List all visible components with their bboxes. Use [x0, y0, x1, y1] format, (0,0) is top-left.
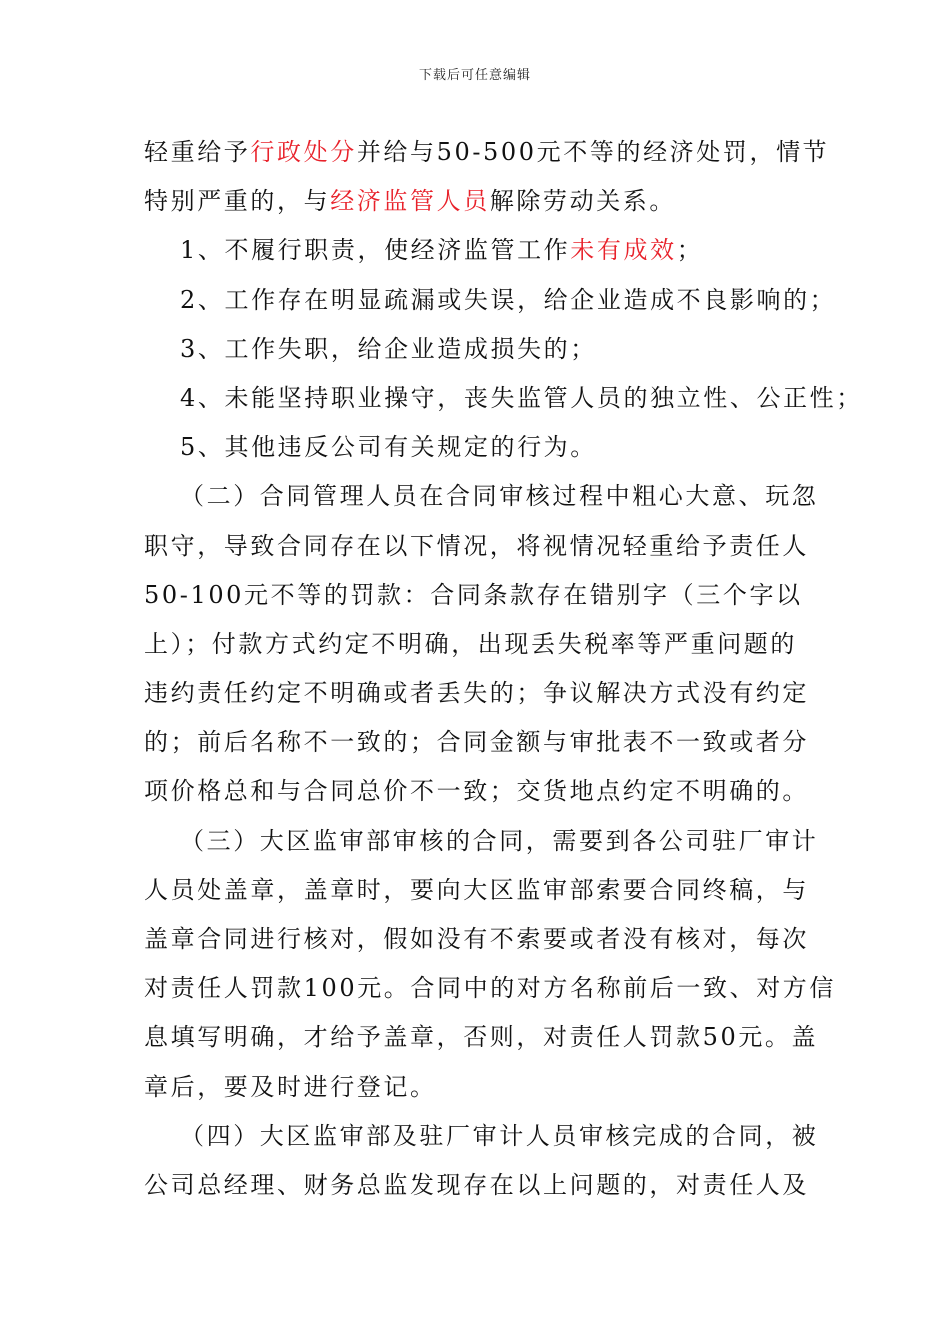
- text-segment: 的；前后名称不一致的；合同金额与审批表不一致或者分: [144, 728, 809, 757]
- text-segment: （二）合同管理人员在合同审核过程中粗心大意、玩忽: [180, 482, 819, 511]
- text-segment: 4、未能坚持职业操守，丧失监管人员的独立性、公正性；: [180, 383, 863, 412]
- text-segment: 上）；付款方式约定不明确，出现丢失税率等严重问题的: [144, 629, 797, 658]
- text-segment: 并给与50-500元不等的经济处罚，情节: [356, 138, 830, 166]
- text-segment: 1、不履行职责，使经济监管工作: [180, 236, 571, 265]
- text-segment: ；: [676, 236, 704, 265]
- text-segment: 对责任人罚款100元。合同中的对方名称前后一致、对方信: [144, 974, 837, 1003]
- text-segment: 违约责任约定不明确或者丢失的；争议解决方式没有约定: [144, 679, 809, 708]
- highlighted-text: 行政处分: [250, 138, 357, 166]
- text-line: [144, 1112, 819, 1161]
- text-line: [144, 571, 808, 620]
- text-segment: （三）大区监审部审核的合同，需要到各公司驻厂审计: [180, 826, 819, 855]
- text-segment: 息填写明确，才给予盖章，否则，对责任人罚款50元。盖: [144, 1023, 819, 1052]
- text-segment: 解除劳动关系。: [489, 187, 677, 216]
- text-segment: 职守，导致合同存在以下情况，将视情况轻重给予责任人: [144, 531, 809, 560]
- text-line: [144, 128, 830, 177]
- text-segment: 2、工作存在明显疏漏或失误，给企业造成不良影响的；: [180, 285, 837, 314]
- text-segment: 轻重给予: [144, 138, 251, 166]
- text-segment: 特别严重的，与: [144, 187, 331, 216]
- text-line: [144, 718, 808, 767]
- text-line: [144, 325, 808, 374]
- text-line: [144, 767, 808, 816]
- text-segment: 人员处盖章，盖章时，要向大区监审部索要合同终稿，与: [144, 875, 809, 904]
- text-line: [144, 915, 808, 964]
- text-line: [144, 964, 837, 1013]
- text-line: [144, 669, 808, 718]
- text-line: [144, 1013, 819, 1062]
- text-segment: 3、工作失职，给企业造成损失的；: [180, 334, 597, 363]
- highlighted-text: 经济监管人员: [330, 187, 490, 216]
- text-segment: 5、其他违反公司有关规定的行为。: [180, 433, 597, 462]
- text-line: [144, 177, 808, 226]
- text-segment: 盖章合同进行核对，假如没有不索要或者没有核对，每次: [144, 925, 809, 953]
- text-line: [144, 1063, 808, 1112]
- text-line: [144, 1161, 808, 1210]
- text-line: [144, 472, 819, 521]
- text-line: [144, 276, 837, 325]
- text-line: [144, 817, 819, 866]
- text-line: [144, 374, 863, 423]
- highlighted-text: 未有成效: [570, 236, 677, 265]
- page-header: 下载后可任意编辑: [418, 68, 531, 83]
- text-segment: 50-100元不等的罚款：合同条款存在错别字（三个字以: [144, 580, 803, 609]
- text-segment: 公司总经理、财务总监发现存在以上问题的，对责任人及: [144, 1170, 809, 1199]
- text-segment: 章后，要及时进行登记。: [144, 1072, 437, 1101]
- text-line: [144, 226, 808, 275]
- text-segment: 项价格总和与合同总价不一致；交货地点约定不明确的。: [144, 777, 809, 806]
- text-line: [144, 522, 808, 571]
- text-line: [144, 866, 808, 915]
- text-segment: （四）大区监审部及驻厂审计人员审核完成的合同，被: [180, 1121, 819, 1150]
- text-line: [144, 423, 808, 472]
- text-line: [144, 620, 808, 669]
- document-body: [144, 128, 863, 1210]
